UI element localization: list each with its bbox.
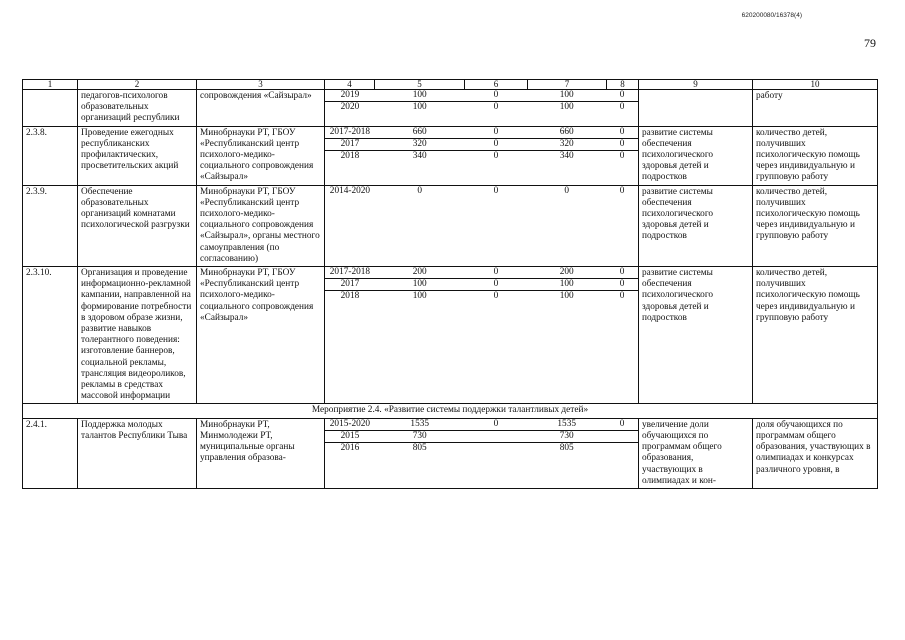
year-values — [325, 126, 639, 185]
year: 2018 — [340, 151, 360, 162]
col-header: 1 — [23, 80, 78, 90]
year-row — [325, 443, 638, 455]
year-row — [325, 151, 638, 163]
year-values-table — [325, 127, 638, 163]
value-total: 100 — [412, 291, 427, 302]
value-republic: 100 — [527, 279, 606, 291]
year: 2019 — [325, 90, 375, 102]
item-name: Проведение ежегодных республиканских профилактических, просветительских акций — [78, 126, 197, 185]
item-name: Поддержка молодых талантов Республики Тыва — [78, 418, 197, 488]
item-number: 2.4.1. — [23, 418, 78, 488]
value-federal: 0 — [493, 185, 499, 196]
year: 2014-2020 — [329, 185, 371, 196]
value-total: 0 — [417, 185, 423, 196]
value-federal: 0 — [465, 90, 528, 102]
value-total: 200 — [375, 267, 465, 279]
year-row — [325, 102, 638, 114]
item-name: педагогов-психологов образовательных организаций республики — [78, 90, 197, 127]
year: 2017-2018 — [325, 267, 375, 279]
table-row-continuation — [23, 90, 878, 127]
value-federal: 0 — [465, 127, 528, 139]
year-values-table — [325, 419, 638, 455]
year: 2020 — [340, 102, 360, 113]
year: 2015-2020 — [325, 419, 375, 431]
year: 2018 — [340, 291, 360, 302]
item-number: 2.3.9. — [23, 185, 78, 266]
year-values — [325, 185, 639, 266]
value-total: 320 — [375, 138, 465, 150]
value-republic: 0 — [564, 185, 570, 196]
year-row — [325, 267, 638, 279]
item-number — [23, 90, 78, 127]
item-indicator: работу — [753, 90, 878, 127]
table-row-2-3-9 — [23, 185, 878, 266]
value-total: 1535 — [375, 419, 465, 431]
item-name: Обеспечение образовательных организаций комнатами психологической разгрузки — [78, 185, 197, 266]
year: 2017 — [325, 138, 375, 150]
value-republic: 1535 — [527, 419, 606, 431]
item-executor: Минобрнауки РТ, ГБОУ «Республиканский центр психолого-медико-социального сопровождения «Сайзырал» — [197, 267, 325, 404]
year-row — [325, 279, 638, 291]
column-number-row — [23, 80, 878, 90]
value-local: 0 — [606, 138, 638, 150]
value-total: 340 — [412, 151, 427, 162]
value-republic: 100 — [527, 90, 606, 102]
item-indicator: количество детей, получивших психологическую помощь через индивидуальную и групповую работу — [753, 267, 878, 404]
value-local: 0 — [619, 185, 625, 196]
value-local: 0 — [619, 291, 625, 302]
item-indicator: количество детей, получивших психологическую помощь через индивидуальную и групповую работу — [753, 126, 878, 185]
value-total: 805 — [412, 443, 427, 454]
value-federal: 0 — [493, 151, 499, 162]
document-id: 620200080/16378(4) — [741, 12, 802, 19]
year-row — [325, 291, 638, 303]
year-row — [325, 430, 638, 442]
section-header-row — [23, 404, 878, 418]
value-total: 730 — [375, 430, 465, 442]
col-header: 6 — [465, 80, 528, 90]
value-local: 0 — [619, 102, 625, 113]
col-header: 7 — [528, 80, 607, 90]
item-indicator: доля обучающихся по программам общего образования, участвующих в олимпиадах и конкурсах различного уровня, в — [753, 418, 878, 488]
value-republic: 200 — [527, 267, 606, 279]
year-values-table — [325, 90, 638, 113]
item-result: развитие системы обеспечения психологического здоровья детей и подростков — [639, 126, 753, 185]
year-values — [325, 418, 639, 488]
year-row — [325, 419, 638, 431]
table-row-2-3-10 — [23, 267, 878, 404]
value-republic: 660 — [527, 127, 606, 139]
item-number: 2.3.8. — [23, 126, 78, 185]
value-federal: 0 — [493, 291, 499, 302]
value-local: 0 — [606, 267, 638, 279]
value-federal — [465, 443, 528, 455]
value-total: 100 — [375, 90, 465, 102]
year-values — [325, 267, 639, 404]
value-republic: 320 — [527, 138, 606, 150]
value-republic: 805 — [559, 443, 574, 454]
value-federal: 0 — [493, 102, 499, 113]
col-header: 10 — [753, 80, 878, 90]
year-row — [325, 127, 638, 139]
item-indicator: количество детей, получивших психологическую помощь через индивидуальную и групповую работу — [753, 185, 878, 266]
value-republic: 730 — [527, 430, 606, 442]
col-header: 5 — [375, 80, 465, 90]
col-header: 9 — [639, 80, 753, 90]
item-executor: Минобрнауки РТ, Минмолодежи РТ, муниципальные органы управления образова- — [197, 418, 325, 488]
item-executor: сопровождения «Сайзырал» — [197, 90, 325, 127]
year-row — [325, 90, 638, 102]
value-federal: 0 — [465, 279, 528, 291]
value-total: 660 — [375, 127, 465, 139]
year: 2017-2018 — [325, 127, 375, 139]
value-republic: 340 — [559, 151, 574, 162]
value-republic: 100 — [559, 102, 574, 113]
col-header: 2 — [78, 80, 197, 90]
table-row-2-4-1 — [23, 418, 878, 488]
item-number: 2.3.10. — [23, 267, 78, 404]
item-result: увеличение доли обучающихся по программам общего образования, участвующих в олимпиадах и кон- — [639, 418, 753, 488]
value-total: 100 — [375, 279, 465, 291]
value-local: 0 — [606, 279, 638, 291]
program-table — [22, 79, 878, 489]
year: 2016 — [340, 443, 360, 454]
item-result: развитие системы обеспечения психологического здоровья детей и подростков — [639, 267, 753, 404]
value-federal: 0 — [465, 419, 528, 431]
table-row-2-3-8 — [23, 126, 878, 185]
value-local: 0 — [606, 90, 638, 102]
value-local: 0 — [606, 419, 638, 431]
value-local: 0 — [606, 127, 638, 139]
value-total: 100 — [412, 102, 427, 113]
year: 2015 — [325, 430, 375, 442]
value-federal — [465, 430, 528, 442]
value-local: 0 — [619, 151, 625, 162]
value-republic: 100 — [559, 291, 574, 302]
item-result — [639, 90, 753, 127]
col-header: 4 — [325, 80, 375, 90]
item-name: Организация и проведение информационно-рекламной кампании, направленной на формирование потребности в здоровом образе жизни, развитие навыков толерантного поведения: изготовление баннеров, социальной рекламы, трансляция видеороликов, рекламы в средствах массовой информации — [78, 267, 197, 404]
value-local — [606, 443, 638, 455]
value-federal: 0 — [465, 138, 528, 150]
section-title: Мероприятие 2.4. «Развитие системы поддержки талантливых детей» — [23, 404, 878, 418]
value-federal: 0 — [465, 267, 528, 279]
col-header: 3 — [197, 80, 325, 90]
year-values — [325, 90, 639, 127]
year-row — [325, 138, 638, 150]
col-header: 8 — [607, 80, 639, 90]
page-number: 79 — [864, 36, 876, 50]
value-local — [606, 430, 638, 442]
item-result: развитие системы обеспечения психологического здоровья детей и подростков — [639, 185, 753, 266]
item-executor: Минобрнауки РТ, ГБОУ «Республиканский центр психолого-медико-социального сопровождения «Сайзырал», органы местного самоуправления (по согласованию) — [197, 185, 325, 266]
item-executor: Минобрнауки РТ, ГБОУ «Республиканский центр психолого-медико-социального сопровождения «Сайзырал» — [197, 126, 325, 185]
year-values-table — [325, 186, 638, 197]
year-row — [325, 186, 638, 197]
year-values-table — [325, 267, 638, 303]
year: 2017 — [325, 279, 375, 291]
